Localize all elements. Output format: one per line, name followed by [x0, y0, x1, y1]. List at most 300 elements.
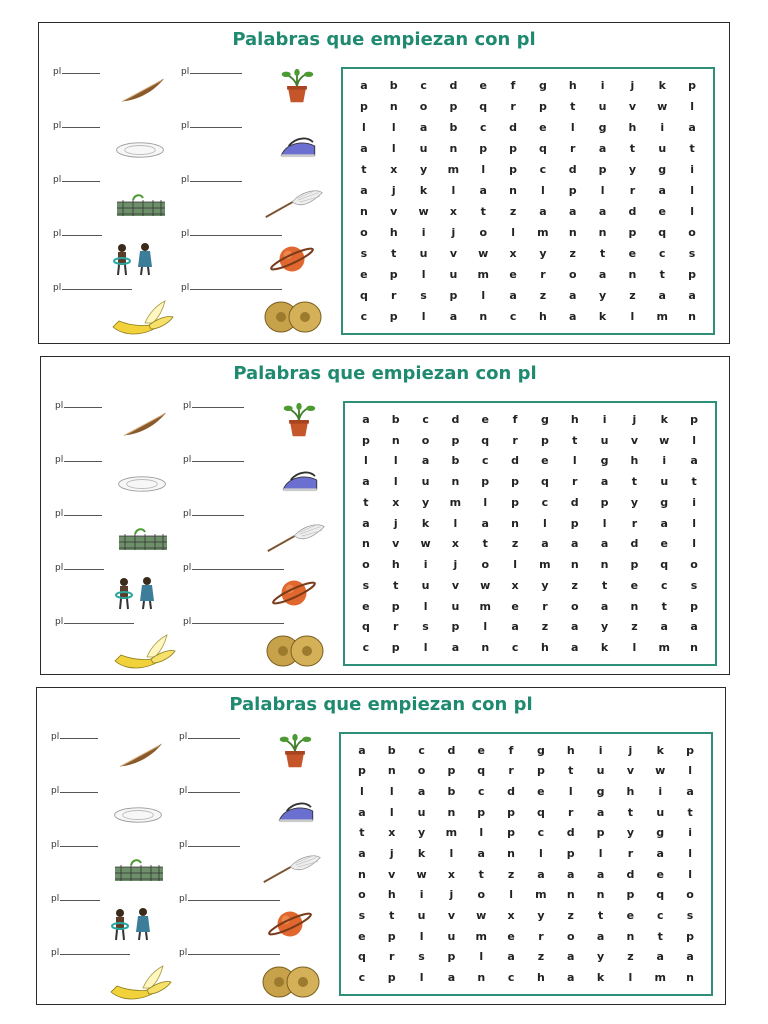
- grid-letter[interactable]: p: [688, 268, 697, 281]
- grid-letter[interactable]: j: [451, 226, 456, 239]
- grid-letter[interactable]: h: [566, 743, 575, 757]
- grid-letter[interactable]: n: [600, 558, 609, 572]
- grid-letter[interactable]: p: [507, 805, 516, 819]
- grid-letter[interactable]: n: [389, 100, 398, 113]
- grid-letter[interactable]: n: [507, 847, 515, 861]
- grid-letter[interactable]: c: [418, 743, 425, 757]
- grid-letter[interactable]: c: [360, 310, 368, 323]
- grid-letter[interactable]: p: [509, 142, 518, 155]
- grid-letter[interactable]: p: [447, 764, 456, 778]
- answer-line[interactable]: [190, 121, 242, 128]
- answer-line[interactable]: [188, 948, 280, 955]
- grid-letter[interactable]: e: [358, 929, 366, 943]
- grid-letter[interactable]: j: [449, 888, 454, 902]
- grid-letter[interactable]: c: [658, 247, 666, 260]
- grid-letter[interactable]: a: [567, 867, 575, 881]
- grid-letter[interactable]: d: [626, 867, 635, 881]
- answer-line[interactable]: [192, 563, 284, 570]
- grid-letter[interactable]: i: [421, 226, 426, 239]
- grid-letter[interactable]: j: [389, 847, 394, 861]
- grid-letter[interactable]: c: [479, 121, 487, 134]
- grid-letter[interactable]: p: [477, 805, 486, 819]
- grid-letter[interactable]: a: [541, 537, 549, 551]
- grid-letter[interactable]: i: [658, 785, 663, 799]
- grid-letter[interactable]: m: [445, 826, 458, 840]
- grid-letter[interactable]: a: [479, 184, 487, 197]
- grid-letter[interactable]: p: [568, 184, 577, 197]
- grid-letter[interactable]: d: [570, 495, 579, 509]
- grid-letter[interactable]: l: [598, 847, 603, 861]
- grid-letter[interactable]: l: [632, 641, 637, 655]
- grid-letter[interactable]: m: [475, 929, 487, 943]
- grid-letter[interactable]: n: [566, 888, 575, 902]
- grid-letter[interactable]: x: [507, 909, 515, 923]
- grid-letter[interactable]: h: [540, 641, 549, 655]
- grid-letter[interactable]: l: [511, 226, 515, 239]
- grid-letter[interactable]: p: [690, 412, 699, 426]
- grid-letter[interactable]: n: [451, 475, 460, 489]
- grid-letter[interactable]: a: [600, 475, 609, 489]
- grid-letter[interactable]: o: [358, 888, 366, 902]
- grid-letter[interactable]: a: [571, 620, 579, 634]
- grid-letter[interactable]: t: [629, 142, 636, 155]
- grid-letter[interactable]: s: [418, 950, 425, 964]
- grid-letter[interactable]: v: [388, 867, 396, 881]
- grid-letter[interactable]: z: [509, 205, 517, 218]
- grid-letter[interactable]: p: [357, 764, 366, 778]
- grid-letter[interactable]: r: [542, 599, 548, 613]
- grid-letter[interactable]: h: [626, 785, 635, 799]
- grid-letter[interactable]: a: [417, 785, 426, 799]
- grid-letter[interactable]: t: [659, 268, 665, 281]
- grid-letter[interactable]: l: [393, 475, 398, 489]
- grid-letter[interactable]: a: [596, 805, 605, 819]
- grid-letter[interactable]: o: [417, 764, 426, 778]
- grid-letter[interactable]: p: [361, 433, 370, 447]
- grid-letter[interactable]: f: [508, 743, 514, 757]
- grid-letter[interactable]: a: [600, 599, 609, 613]
- grid-letter[interactable]: p: [511, 475, 520, 489]
- answer-line[interactable]: [62, 283, 132, 290]
- grid-letter[interactable]: i: [662, 454, 667, 468]
- grid-letter[interactable]: p: [391, 641, 400, 655]
- grid-letter[interactable]: m: [539, 558, 551, 572]
- grid-letter[interactable]: q: [477, 764, 486, 778]
- grid-letter[interactable]: k: [660, 412, 668, 426]
- grid-letter[interactable]: l: [389, 785, 394, 799]
- grid-letter[interactable]: n: [690, 641, 698, 655]
- grid-letter[interactable]: l: [421, 310, 426, 323]
- grid-letter[interactable]: t: [691, 475, 697, 489]
- grid-letter[interactable]: l: [688, 764, 692, 778]
- grid-letter[interactable]: d: [630, 537, 639, 551]
- grid-letter[interactable]: c: [420, 79, 427, 92]
- grid-letter[interactable]: a: [539, 205, 547, 218]
- grid-letter[interactable]: l: [628, 971, 633, 985]
- grid-letter[interactable]: x: [449, 205, 457, 218]
- grid-letter[interactable]: c: [507, 971, 515, 985]
- grid-letter[interactable]: q: [359, 289, 368, 302]
- grid-letter[interactable]: v: [392, 537, 400, 551]
- grid-letter[interactable]: a: [360, 184, 368, 197]
- grid-letter[interactable]: h: [628, 121, 637, 134]
- grid-letter[interactable]: z: [631, 620, 638, 634]
- grid-letter[interactable]: z: [537, 950, 545, 964]
- grid-letter[interactable]: d: [568, 163, 577, 176]
- grid-letter[interactable]: e: [511, 599, 519, 613]
- grid-letter[interactable]: l: [393, 454, 398, 468]
- grid-letter[interactable]: a: [360, 79, 368, 92]
- grid-letter[interactable]: k: [658, 79, 666, 92]
- answer-line[interactable]: [192, 617, 284, 624]
- grid-letter[interactable]: o: [362, 558, 370, 572]
- grid-letter[interactable]: n: [511, 516, 519, 530]
- grid-letter[interactable]: e: [509, 268, 517, 281]
- grid-letter[interactable]: p: [596, 826, 605, 840]
- grid-letter[interactable]: y: [539, 247, 547, 260]
- grid-letter[interactable]: e: [656, 867, 664, 881]
- grid-letter[interactable]: c: [541, 495, 549, 509]
- grid-letter[interactable]: c: [660, 578, 668, 592]
- grid-letter[interactable]: r: [538, 929, 544, 943]
- grid-letter[interactable]: a: [419, 121, 428, 134]
- grid-letter[interactable]: b: [389, 79, 398, 92]
- grid-letter[interactable]: e: [660, 537, 668, 551]
- grid-letter[interactable]: l: [692, 516, 696, 530]
- grid-letter[interactable]: f: [510, 79, 516, 92]
- grid-letter[interactable]: l: [630, 310, 635, 323]
- grid-letter[interactable]: m: [656, 310, 668, 323]
- grid-letter[interactable]: t: [480, 205, 486, 218]
- grid-letter[interactable]: e: [479, 79, 487, 92]
- grid-letter[interactable]: o: [481, 558, 490, 572]
- grid-letter[interactable]: t: [597, 909, 604, 923]
- grid-letter[interactable]: t: [478, 867, 484, 881]
- grid-letter[interactable]: l: [568, 785, 573, 799]
- grid-letter[interactable]: u: [417, 805, 426, 819]
- grid-letter[interactable]: p: [481, 475, 490, 489]
- answer-line[interactable]: [60, 840, 98, 847]
- grid-letter[interactable]: b: [391, 412, 400, 426]
- grid-letter[interactable]: p: [628, 226, 637, 239]
- grid-letter[interactable]: t: [389, 909, 395, 923]
- grid-letter[interactable]: r: [629, 184, 636, 197]
- grid-letter[interactable]: u: [658, 142, 667, 155]
- grid-letter[interactable]: i: [600, 79, 605, 92]
- grid-letter[interactable]: l: [421, 268, 426, 281]
- grid-letter[interactable]: a: [686, 950, 694, 964]
- grid-letter[interactable]: r: [389, 950, 395, 964]
- grid-letter[interactable]: q: [357, 950, 366, 964]
- grid-letter[interactable]: t: [391, 247, 397, 260]
- grid-letter[interactable]: a: [600, 537, 609, 551]
- grid-letter[interactable]: l: [423, 599, 428, 613]
- grid-letter[interactable]: s: [358, 909, 366, 923]
- grid-letter[interactable]: t: [363, 495, 369, 509]
- grid-letter[interactable]: l: [688, 847, 692, 861]
- grid-letter[interactable]: t: [361, 163, 367, 176]
- grid-letter[interactable]: n: [686, 971, 694, 985]
- grid-letter[interactable]: l: [483, 620, 488, 634]
- grid-letter[interactable]: p: [387, 929, 396, 943]
- grid-letter[interactable]: y: [600, 620, 609, 634]
- grid-letter[interactable]: z: [627, 950, 634, 964]
- grid-letter[interactable]: k: [600, 641, 609, 655]
- grid-letter[interactable]: o: [479, 226, 488, 239]
- grid-letter[interactable]: k: [598, 310, 607, 323]
- grid-letter[interactable]: i: [690, 163, 694, 176]
- answer-line[interactable]: [64, 563, 104, 570]
- grid-letter[interactable]: p: [509, 163, 518, 176]
- answer-line[interactable]: [60, 948, 130, 955]
- grid-letter[interactable]: t: [657, 929, 663, 943]
- grid-letter[interactable]: q: [656, 888, 665, 902]
- grid-letter[interactable]: d: [449, 79, 458, 92]
- grid-letter[interactable]: p: [511, 495, 520, 509]
- grid-letter[interactable]: l: [509, 888, 513, 902]
- grid-letter[interactable]: r: [510, 100, 516, 113]
- grid-letter[interactable]: a: [360, 142, 368, 155]
- grid-letter[interactable]: w: [420, 537, 431, 551]
- grid-letter[interactable]: r: [568, 805, 574, 819]
- grid-letter[interactable]: l: [360, 785, 364, 799]
- grid-letter[interactable]: w: [418, 205, 429, 218]
- answer-line[interactable]: [188, 894, 280, 901]
- grid-letter[interactable]: m: [477, 268, 489, 281]
- grid-letter[interactable]: o: [690, 558, 698, 572]
- grid-letter[interactable]: g: [658, 163, 667, 176]
- grid-letter[interactable]: i: [688, 826, 692, 840]
- grid-letter[interactable]: n: [357, 867, 366, 881]
- grid-letter[interactable]: r: [512, 433, 518, 447]
- grid-letter[interactable]: g: [598, 121, 607, 134]
- grid-letter[interactable]: l: [423, 641, 428, 655]
- grid-letter[interactable]: m: [447, 163, 460, 176]
- grid-letter[interactable]: o: [419, 100, 428, 113]
- grid-letter[interactable]: j: [391, 184, 396, 197]
- grid-letter[interactable]: a: [656, 847, 664, 861]
- grid-letter[interactable]: a: [511, 620, 519, 634]
- grid-letter[interactable]: s: [690, 578, 698, 592]
- grid-letter[interactable]: z: [569, 247, 576, 260]
- grid-letter[interactable]: y: [626, 826, 634, 840]
- grid-letter[interactable]: f: [512, 412, 518, 426]
- grid-letter[interactable]: i: [692, 495, 696, 509]
- grid-letter[interactable]: t: [393, 578, 399, 592]
- grid-letter[interactable]: u: [419, 142, 428, 155]
- grid-letter[interactable]: a: [362, 475, 370, 489]
- answer-line[interactable]: [62, 175, 100, 182]
- answer-line[interactable]: [190, 229, 282, 236]
- grid-letter[interactable]: g: [536, 743, 545, 757]
- grid-letter[interactable]: v: [626, 764, 634, 778]
- answer-line[interactable]: [192, 455, 244, 462]
- grid-letter[interactable]: a: [421, 454, 430, 468]
- grid-letter[interactable]: l: [600, 184, 605, 197]
- grid-letter[interactable]: j: [453, 558, 458, 572]
- grid-letter[interactable]: a: [362, 412, 370, 426]
- grid-letter[interactable]: a: [481, 516, 489, 530]
- grid-letter[interactable]: i: [423, 558, 428, 572]
- grid-letter[interactable]: e: [541, 454, 549, 468]
- grid-letter[interactable]: l: [419, 971, 424, 985]
- grid-letter[interactable]: s: [686, 909, 694, 923]
- grid-letter[interactable]: l: [479, 826, 484, 840]
- grid-letter[interactable]: t: [601, 578, 608, 592]
- grid-letter[interactable]: e: [507, 929, 515, 943]
- answer-line[interactable]: [62, 229, 102, 236]
- grid-letter[interactable]: u: [449, 268, 458, 281]
- grid-letter[interactable]: t: [570, 100, 576, 113]
- grid-letter[interactable]: w: [476, 909, 487, 923]
- grid-letter[interactable]: d: [447, 743, 456, 757]
- grid-letter[interactable]: n: [359, 205, 368, 218]
- grid-letter[interactable]: l: [483, 495, 488, 509]
- grid-letter[interactable]: l: [391, 121, 396, 134]
- grid-letter[interactable]: l: [692, 537, 696, 551]
- grid-letter[interactable]: q: [479, 100, 488, 113]
- grid-letter[interactable]: h: [538, 310, 547, 323]
- grid-letter[interactable]: i: [660, 121, 665, 134]
- grid-letter[interactable]: a: [569, 205, 577, 218]
- answer-line[interactable]: [64, 401, 102, 408]
- answer-line[interactable]: [62, 67, 100, 74]
- grid-letter[interactable]: n: [481, 641, 490, 655]
- grid-letter[interactable]: p: [626, 888, 635, 902]
- grid-letter[interactable]: y: [419, 163, 428, 176]
- grid-letter[interactable]: e: [537, 785, 545, 799]
- grid-letter[interactable]: q: [660, 558, 669, 572]
- grid-letter[interactable]: a: [658, 289, 666, 302]
- grid-letter[interactable]: d: [511, 454, 520, 468]
- grid-letter[interactable]: b: [451, 454, 460, 468]
- grid-letter[interactable]: p: [536, 764, 545, 778]
- grid-letter[interactable]: n: [447, 805, 456, 819]
- grid-letter[interactable]: p: [449, 100, 458, 113]
- grid-letter[interactable]: n: [477, 971, 486, 985]
- grid-letter[interactable]: o: [570, 599, 579, 613]
- grid-letter[interactable]: a: [660, 620, 668, 634]
- grid-letter[interactable]: a: [507, 950, 515, 964]
- grid-letter[interactable]: h: [536, 971, 545, 985]
- grid-letter[interactable]: g: [660, 495, 669, 509]
- grid-letter[interactable]: d: [509, 121, 518, 134]
- grid-letter[interactable]: o: [421, 433, 430, 447]
- grid-letter[interactable]: z: [511, 537, 519, 551]
- grid-letter[interactable]: l: [451, 184, 456, 197]
- grid-letter[interactable]: l: [481, 163, 486, 176]
- grid-letter[interactable]: u: [451, 599, 460, 613]
- grid-letter[interactable]: p: [391, 599, 400, 613]
- grid-letter[interactable]: w: [657, 100, 668, 113]
- grid-letter[interactable]: n: [387, 764, 396, 778]
- grid-letter[interactable]: r: [393, 620, 399, 634]
- grid-letter[interactable]: u: [419, 247, 428, 260]
- grid-letter[interactable]: e: [477, 743, 485, 757]
- grid-letter[interactable]: h: [389, 226, 398, 239]
- grid-letter[interactable]: m: [658, 641, 670, 655]
- grid-letter[interactable]: s: [362, 578, 370, 592]
- grid-letter[interactable]: p: [598, 163, 607, 176]
- grid-letter[interactable]: p: [538, 100, 547, 113]
- grid-letter[interactable]: n: [568, 226, 577, 239]
- grid-letter[interactable]: a: [451, 641, 460, 655]
- grid-letter[interactable]: t: [661, 599, 667, 613]
- grid-letter[interactable]: a: [686, 785, 694, 799]
- grid-letter[interactable]: l: [391, 142, 396, 155]
- grid-letter[interactable]: d: [628, 205, 637, 218]
- grid-letter[interactable]: d: [566, 826, 575, 840]
- grid-letter[interactable]: c: [511, 641, 519, 655]
- grid-letter[interactable]: m: [479, 599, 491, 613]
- grid-letter[interactable]: n: [391, 433, 400, 447]
- grid-letter[interactable]: t: [689, 142, 695, 155]
- answer-line[interactable]: [190, 283, 282, 290]
- grid-letter[interactable]: r: [627, 847, 634, 861]
- grid-letter[interactable]: u: [447, 929, 456, 943]
- grid-letter[interactable]: g: [656, 826, 665, 840]
- grid-letter[interactable]: a: [596, 929, 605, 943]
- grid-letter[interactable]: l: [364, 454, 368, 468]
- grid-letter[interactable]: a: [571, 537, 579, 551]
- grid-letter[interactable]: n: [479, 310, 488, 323]
- grid-letter[interactable]: l: [479, 950, 484, 964]
- grid-letter[interactable]: y: [541, 578, 549, 592]
- grid-letter[interactable]: l: [539, 847, 543, 861]
- grid-letter[interactable]: y: [537, 909, 545, 923]
- grid-letter[interactable]: u: [421, 578, 430, 592]
- grid-letter[interactable]: a: [537, 867, 545, 881]
- grid-letter[interactable]: i: [598, 743, 603, 757]
- answer-line[interactable]: [190, 175, 242, 182]
- grid-letter[interactable]: r: [540, 268, 546, 281]
- grid-letter[interactable]: t: [599, 247, 606, 260]
- grid-letter[interactable]: p: [449, 289, 458, 302]
- grid-letter[interactable]: p: [600, 495, 609, 509]
- grid-letter[interactable]: o: [477, 888, 486, 902]
- grid-letter[interactable]: r: [572, 475, 578, 489]
- grid-letter[interactable]: c: [509, 310, 517, 323]
- grid-letter[interactable]: e: [360, 268, 368, 281]
- grid-letter[interactable]: m: [537, 226, 549, 239]
- grid-letter[interactable]: s: [360, 247, 368, 260]
- answer-line[interactable]: [188, 786, 240, 793]
- grid-letter[interactable]: v: [628, 100, 636, 113]
- grid-letter[interactable]: a: [688, 121, 696, 134]
- grid-letter[interactable]: p: [686, 743, 695, 757]
- grid-letter[interactable]: y: [628, 163, 636, 176]
- grid-letter[interactable]: h: [570, 412, 579, 426]
- grid-letter[interactable]: k: [596, 971, 605, 985]
- grid-letter[interactable]: e: [630, 578, 639, 592]
- grid-letter[interactable]: c: [362, 641, 370, 655]
- grid-letter[interactable]: a: [690, 454, 698, 468]
- grid-letter[interactable]: l: [362, 121, 366, 134]
- grid-letter[interactable]: l: [570, 121, 575, 134]
- grid-letter[interactable]: a: [596, 867, 605, 881]
- answer-line[interactable]: [64, 509, 102, 516]
- grid-letter[interactable]: d: [451, 412, 460, 426]
- grid-letter[interactable]: c: [537, 826, 545, 840]
- grid-letter[interactable]: t: [631, 475, 638, 489]
- grid-letter[interactable]: v: [449, 247, 457, 260]
- grid-letter[interactable]: x: [390, 163, 398, 176]
- grid-letter[interactable]: p: [566, 847, 575, 861]
- grid-letter[interactable]: j: [632, 412, 637, 426]
- grid-letter[interactable]: l: [602, 516, 607, 530]
- grid-letter[interactable]: t: [568, 764, 574, 778]
- grid-letter[interactable]: n: [630, 599, 639, 613]
